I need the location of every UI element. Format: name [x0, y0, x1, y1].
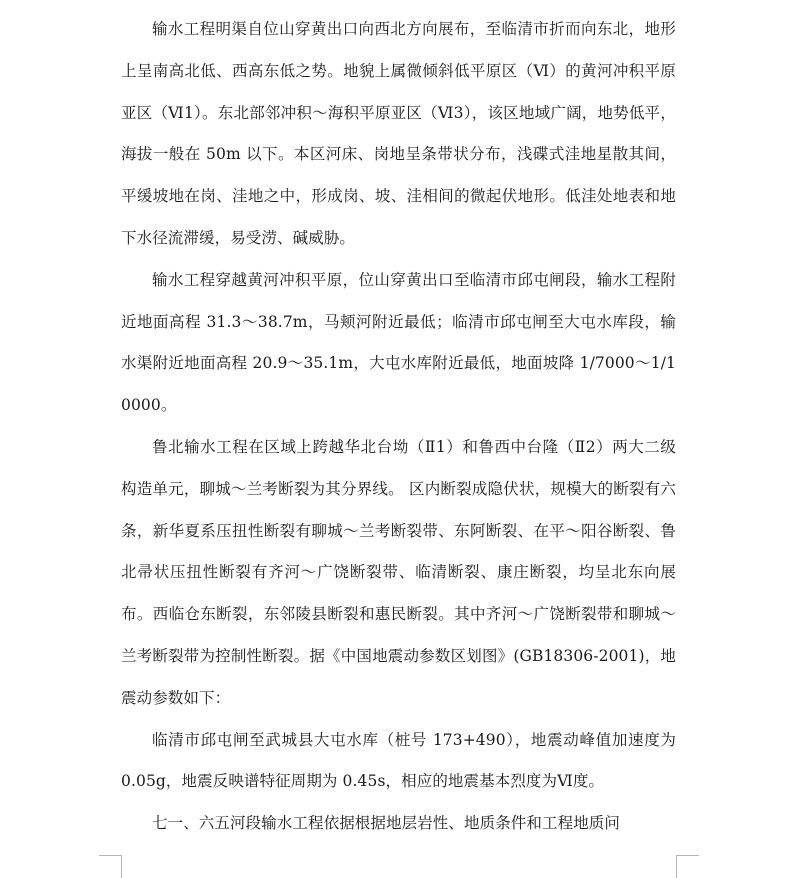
paragraph-seismic: 临清市邱屯闸至武城县大屯水库（桩号 173+490），地震动峰值加速度为 0.05g，地震反映谱特征周期为 0.45s，相应的地震基本烈度为Ⅵ度。 — [121, 730, 676, 791]
paragraph-tectonics: 鲁北输水工程在区域上跨越华北台坳（Ⅱ1）和鲁西中台隆（Ⅱ2）两大二级构造单元，聊城～兰考断裂为其分界线。 区内断裂成隐伏状，规模大的断裂有六条，新华夏系压扭性断裂有聊城～兰考断裂带、东阿断裂、在平～阳谷断裂、鲁北帚状压扭性断裂有齐河～广饶断裂带、临清断裂、康庄断裂，均呈北东向展布。西临仓东断裂，东邻陵县断裂和惠民断裂。其中齐河～广饶断裂带和聊城～兰考断裂带为控制性断裂。据《中国地震动参数区划图》(GB18306-2001)，地震动参数如下： — [121, 437, 676, 707]
body-text — [121, 9, 676, 845]
paragraph-terrain: 输水工程明渠自位山穿黄出口向西北方向展布，至临清市折而向东北，地形上呈南高北低、西高东低之势。地貌上属微倾斜低平原区（Ⅵ）的黄河冲积平原亚区（Ⅵ1）。东北部邻冲积～海积平原亚区（Ⅵ3），该区地域广阔，地势低平，海拔一般在 50m 以下。本区河床、岗地呈条带状分布，浅碟式洼地星散其间，平缓坡地在岗、洼地之中，形成岗、坡、洼相间的微起伏地形。低洼处地表和地下水径流滞缓，易受涝、碱威胁。 — [121, 20, 676, 247]
paragraph-section-seven-one: 七一、六五河段输水工程依据根据地层岩性、地质条件和工程地质问 — [152, 814, 621, 833]
paragraph-elevation: 输水工程穿越黄河冲积平原，位山穿黄出口至临清市邱屯闸段，输水工程附近地面高程 31.3～38.7m，马颊河附近最低；临清市邱屯闸至大屯水库段，输水渠附近地面高程 20.9～35.1m，大屯水库附近最低，地面坡降 1/7000～1/10000。 — [121, 270, 676, 415]
